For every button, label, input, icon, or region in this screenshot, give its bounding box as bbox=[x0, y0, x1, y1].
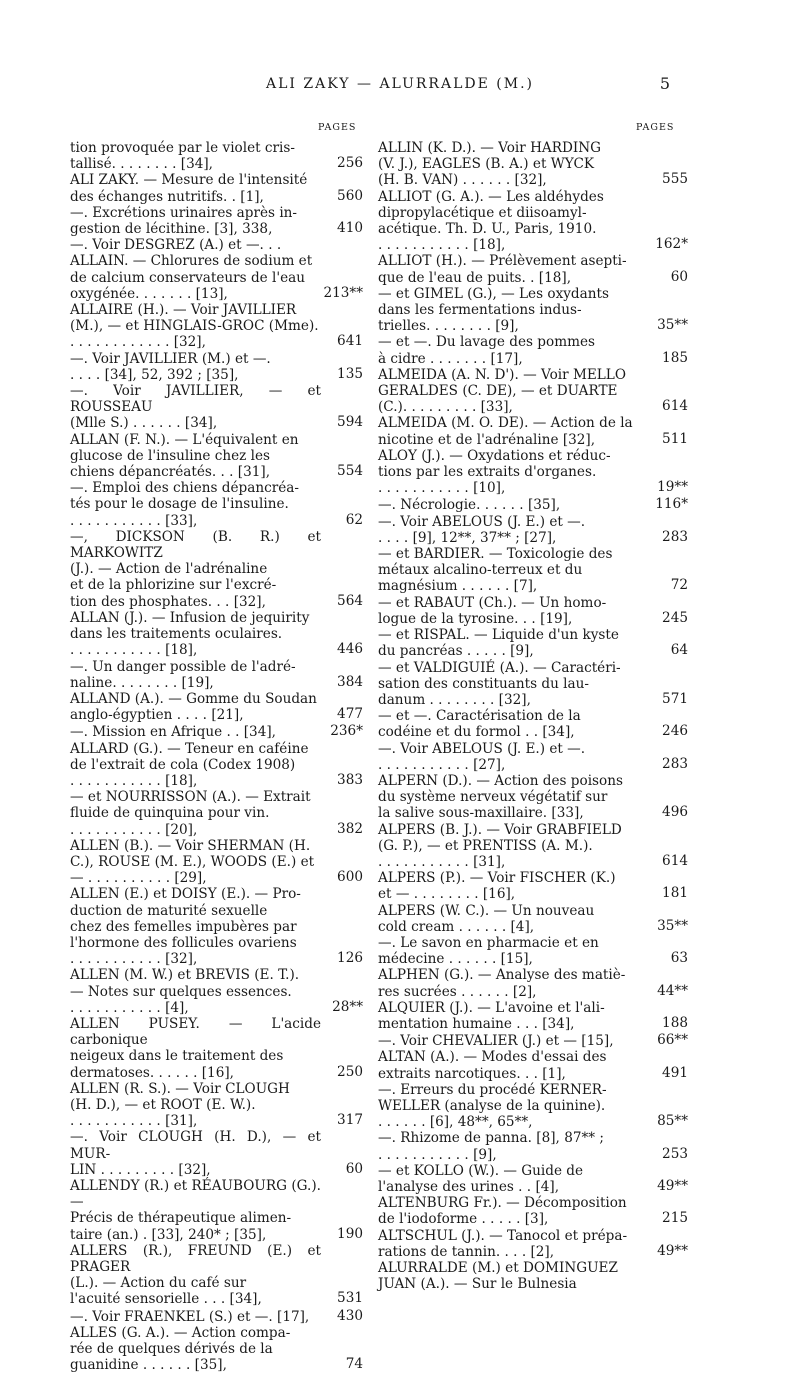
index-entry bbox=[70, 723, 363, 740]
index-entry-text: — et —. Caractérisation de la codéine et du formol . . [34], bbox=[378, 708, 581, 741]
index-entry-page: 135 bbox=[337, 365, 363, 382]
index-entry bbox=[70, 205, 363, 237]
index-entry-page bbox=[644, 1291, 688, 1292]
index-entry bbox=[378, 1195, 688, 1227]
index-entry-page: 531 bbox=[337, 1290, 363, 1307]
index-entry bbox=[378, 546, 688, 595]
index-entry bbox=[378, 595, 688, 627]
index-entry bbox=[70, 529, 363, 610]
index-entry-text: — et RISPAL. — Liquide d'un kyste du pancréas . . . . . [9], bbox=[378, 627, 619, 660]
index-entry-text: ALPERS (P.). — Voir FISCHER (K.) et — . . . . . . . . [16], bbox=[378, 870, 616, 903]
running-title: ALI ZAKY — ALURRALDE (M.) bbox=[266, 76, 534, 92]
index-entry-page: 256 bbox=[337, 155, 363, 172]
index-entry-text: tion provoquée par le violet cris- tallisé. . . . . . . . [34], bbox=[70, 140, 295, 173]
index-entry-text: ALTENBURG Fr.). — Décomposition de l'iodoforme . . . . . [3], bbox=[378, 1195, 627, 1228]
index-entry bbox=[70, 383, 363, 432]
index-entry bbox=[378, 253, 688, 285]
index-entry-page: 126 bbox=[337, 950, 363, 967]
index-entry-text: ALLEN PUSEY. — L'acide carbonique neigeux dans le traitement des dermatoses. . . . . . [16], bbox=[70, 1015, 321, 1081]
index-entry-text: —. Voir DESGREZ (A.) et —. . . bbox=[70, 237, 282, 254]
index-entry bbox=[378, 1082, 688, 1131]
index-entry-page: 641 bbox=[337, 333, 363, 350]
pages-label-right: PAGES bbox=[636, 122, 675, 133]
index-entry bbox=[378, 1032, 688, 1049]
index-entry-page bbox=[321, 252, 363, 253]
index-entry-text: ALPERS (W. C.). — Un nouveau cold cream . . . . . . [4], bbox=[378, 902, 595, 935]
index-entry-page: 614 bbox=[662, 852, 688, 869]
index-entry-page: 594 bbox=[337, 414, 363, 431]
index-entry-page: 446 bbox=[337, 641, 363, 658]
index-entry bbox=[378, 1163, 688, 1195]
index-entry-page: 253 bbox=[662, 1145, 688, 1162]
index-entry-page: 60 bbox=[670, 268, 688, 285]
index-entry bbox=[70, 1016, 363, 1081]
index-entry-page: 72 bbox=[670, 577, 688, 594]
index-entry-page: 382 bbox=[337, 820, 363, 837]
index-entry-text: ALLES (G. A.). — Action compa- rée de quelques dérivés de la guanidine . . . . . . [35], bbox=[70, 1324, 291, 1373]
index-entry-page: 213** bbox=[323, 284, 363, 301]
index-entry bbox=[378, 1228, 688, 1260]
index-entry-page: 66** bbox=[657, 1032, 688, 1049]
index-entry bbox=[378, 773, 688, 822]
index-entry-text: —. Le savon en pharmacie et en médecine . . . . . . [15], bbox=[378, 934, 599, 968]
index-entry-page: 35** bbox=[657, 917, 688, 934]
index-entry bbox=[378, 1260, 688, 1292]
index-entry-text: —. Rhizome de panna. [8], 87** ; . . . . . . . . . . . [9], bbox=[378, 1130, 604, 1163]
index-entry bbox=[378, 708, 688, 740]
index-entry bbox=[70, 967, 363, 1016]
index-entry-page: 185 bbox=[662, 349, 688, 366]
index-entry bbox=[378, 514, 688, 546]
index-entry bbox=[70, 741, 363, 790]
index-entry bbox=[70, 1129, 363, 1178]
index-entry-text: ALPHEN (G.). — Analyse des matiè- res sucrées . . . . . . [2], bbox=[378, 967, 626, 1000]
index-entry-page: 250 bbox=[337, 1063, 363, 1080]
index-entry-page: 215 bbox=[662, 1210, 688, 1227]
index-entry-page: 245 bbox=[662, 609, 688, 626]
index-entry-page: 283 bbox=[662, 528, 688, 545]
index-entry bbox=[70, 1308, 363, 1325]
index-entry bbox=[70, 886, 363, 967]
index-entry bbox=[378, 741, 688, 773]
index-entry bbox=[378, 903, 688, 935]
index-entry bbox=[378, 496, 688, 513]
index-entry-text: —. Voir CHEVALIER (J.) et — [15], bbox=[378, 1033, 614, 1050]
index-entry bbox=[378, 334, 688, 366]
index-entry-text: ALLAIN. — Chlorures de sodium et de calcium conservateurs de l'eau oxygénée. . . . . . . [13], bbox=[70, 253, 313, 302]
index-entry-page: 116* bbox=[655, 496, 688, 513]
index-entry-text: ALLEN (B.). — Voir SHERMAN (H. C.), ROUSE (M. E.), WOODS (E.) et — . . . . . . . . . . [29], bbox=[70, 837, 315, 887]
index-entry-page: 62 bbox=[345, 511, 363, 528]
index-entry-page: 430 bbox=[337, 1307, 363, 1324]
index-entry-text: —. Emploi des chiens dépancréa- tés pour le dosage de l'insuline. . . . . . . . . . . . [33], bbox=[70, 480, 299, 529]
index-entry-text: ALOY (J.). — Oxydations et réduc- tions par les extraits d'organes. . . . . . . . . . . . [10], bbox=[378, 447, 611, 497]
index-entry bbox=[70, 253, 363, 302]
index-entry-page: 44** bbox=[657, 982, 688, 999]
index-entry-page: 384 bbox=[337, 673, 363, 690]
index-entry bbox=[70, 610, 363, 659]
index-entry-page: 491 bbox=[662, 1064, 688, 1081]
index-entry bbox=[378, 822, 688, 871]
index-entry-page: 246 bbox=[662, 723, 688, 740]
index-entry-text: —. Voir JAVILLIER, — et ROUSSEAU (Mlle S.) . . . . . . [34], bbox=[70, 383, 321, 432]
index-entry-page: 162* bbox=[655, 236, 688, 253]
index-entry-text: —, DICKSON (B. R.) et MARKOWITZ (J.). — Action de l'adrénaline et de la phlorizine sur l'excré- tion des phosphates. . . [32], bbox=[70, 528, 321, 610]
index-entry-text: —. Voir FRAENKEL (S.) et —. [17], bbox=[70, 1308, 310, 1325]
index-entry-text: ALLAN (F. N.). — L'équivalent en glucose de l'insuline chez les chiens dépancréatés. . . [31], bbox=[70, 431, 299, 481]
index-entry-page: 74 bbox=[345, 1356, 363, 1373]
index-entry-text: ALURRALDE (M.) et DOMINGUEZ JUAN (A.). — Sur le Bulnesia bbox=[378, 1260, 618, 1293]
index-entry-text: — et —. Du lavage des pommes à cidre . . . . . . . [17], bbox=[378, 334, 595, 367]
index-entry-text: —. Erreurs du procédé KERNER- WELLER (analyse de la quinine). . . . . . . [6], 48**, 65**, bbox=[378, 1081, 607, 1131]
index-entry-text: ALLAN (J.). — Infusion de jequirity dans les traitements oculaires. . . . . . . . . . . . [18], bbox=[70, 609, 310, 659]
index-entry-text: —. Nécrologie. . . . . . [35], bbox=[378, 497, 561, 514]
index-entry-text: ALLEN (M. W.) et BREVIS (E. T.). — Notes sur quelques essences. . . . . . . . . . . . [4], bbox=[70, 967, 300, 1016]
index-entry-text: ALI ZAKY. — Mesure de l'intensité des échanges nutritifs. . [1], bbox=[70, 172, 308, 205]
index-entry bbox=[70, 789, 363, 838]
index-entry-page: 560 bbox=[337, 187, 363, 204]
index-entry-text: — et KOLLO (W.). — Guide de l'analyse des urines . . [4], bbox=[378, 1162, 584, 1195]
index-entry-page: 64 bbox=[670, 642, 688, 659]
index-entry bbox=[70, 1243, 363, 1308]
index-entry-text: ALLAND (A.). — Gomme du Soudan anglo-égyptien . . . . [21], bbox=[70, 690, 317, 724]
index-entry-page: 317 bbox=[337, 1112, 363, 1129]
index-entry-page: 28** bbox=[332, 998, 363, 1015]
index-entry bbox=[70, 432, 363, 481]
index-entry-text: ALLIOT (H.). — Prélèvement asepti- que de l'eau de puits. . [18], bbox=[378, 253, 627, 286]
index-entry bbox=[378, 627, 688, 659]
index-entry-page: 554 bbox=[337, 463, 363, 480]
index-entry-text: —. Mission en Afrique . . [34], bbox=[70, 724, 276, 741]
index-entry bbox=[70, 237, 363, 253]
index-entry-text: ALPERS (B. J.). — Voir GRABFIELD (G. P.), — et PRENTISS (A. M.). . . . . . . . . . . . [31], bbox=[378, 821, 622, 870]
right-index-column bbox=[378, 140, 688, 1292]
index-entry-text: ALLARD (G.). — Teneur en caféine de l'extrait de cola (Codex 1908) . . . . . . . . . . . [18], bbox=[70, 740, 309, 789]
index-entry-page: 511 bbox=[662, 430, 688, 447]
index-entry-page: 564 bbox=[337, 592, 363, 609]
index-entry-text: —. Voir CLOUGH (H. D.), — et MUR- LIN . . . . . . . . . [32], bbox=[70, 1129, 321, 1178]
index-entry-text: — et NOURRISSON (A.). — Extrait fluide de quinquina pour vin. . . . . . . . . . . . [20], bbox=[70, 789, 311, 838]
index-entry-text: —. Voir JAVILLIER (M.) et —. . . . . [34], 52, 392 ; [35], bbox=[70, 350, 271, 383]
index-entry bbox=[378, 1130, 688, 1162]
left-index-column bbox=[70, 140, 363, 1373]
index-entry bbox=[70, 351, 363, 383]
index-entry-text: —. Un danger possible de l'adré- naline. . . . . . . . [19], bbox=[70, 658, 296, 691]
index-entry bbox=[70, 838, 363, 887]
index-entry-text: — et RABAUT (Ch.). — Un homo- logue de la tyrosine. . . [19], bbox=[378, 594, 607, 627]
index-entry bbox=[70, 302, 363, 351]
index-entry-page: 19** bbox=[657, 479, 688, 496]
index-entry-page: 283 bbox=[662, 755, 688, 772]
index-entry-text: ALLEN (R. S.). — Voir CLOUGH (H. D.), — et ROOT (E. W.). . . . . . . . . . . . [31], bbox=[70, 1080, 290, 1130]
index-entry bbox=[70, 172, 363, 204]
pages-label-left: PAGES bbox=[318, 122, 357, 133]
index-entry-page: 188 bbox=[662, 1014, 688, 1031]
index-entry-page: 383 bbox=[337, 771, 363, 788]
index-entry bbox=[70, 659, 363, 691]
index-entry-page: 63 bbox=[670, 950, 688, 967]
index-entry-text: ALTSCHUL (J.). — Tanocol et prépa- rations de tannin. . . . [2], bbox=[378, 1227, 628, 1260]
index-entry bbox=[70, 1178, 363, 1243]
index-entry-page: 35** bbox=[657, 317, 688, 334]
index-entry-text: — et BARDIER. — Toxicologie des métaux alcalino-terreux et du magnésium . . . . . . [7], bbox=[378, 546, 613, 595]
index-entry-text: ALMEIDA (A. N. D'). — Voir MELLO GERALDES (C. DE), — et DUARTE (C.). . . . . . . . . [33], bbox=[378, 366, 626, 416]
index-entry-text: ALLAIRE (H.). — Voir JAVILLIER (M.), — et HINGLAIS-GROC (Mme). . . . . . . . . . . . . [32], bbox=[70, 302, 319, 351]
index-entry-text: ALTAN (A.). — Modes d'essai des extraits narcotiques. . . [1], bbox=[378, 1049, 607, 1082]
index-entry-page: 410 bbox=[337, 220, 363, 237]
index-entry-text: — et VALDIGUIÉ (A.). — Caractéri- sation des constituants du lau- danum . . . . . . . . [32], bbox=[378, 659, 621, 708]
index-entry-text: ALLEN (E.) et DOISY (E.). — Pro- duction de maturité sexuelle chez des femelles impubères par l'hormone des follicules ovariens . . . . . . . . . . . [32], bbox=[70, 886, 301, 968]
index-entry-text: ALLENDY (R.) et RÉAUBOURG (G.). — Précis de thérapeutique alimen- taire (an.) . [33], 240* ; [35], bbox=[70, 1178, 321, 1243]
index-entry bbox=[70, 691, 363, 723]
index-entry-page: 49** bbox=[657, 1178, 688, 1194]
index-entry bbox=[378, 935, 688, 967]
index-entry bbox=[378, 967, 688, 999]
index-entry bbox=[70, 480, 363, 529]
index-entry-text: —. Voir ABELOUS (J. E.) et —. . . . . [9], 12**, 37** ; [27], bbox=[378, 513, 586, 546]
index-entry bbox=[378, 448, 688, 497]
index-entry-page: 60 bbox=[345, 1160, 363, 1177]
index-entry-text: ALLIOT (G. A.). — Les aldéhydes dipropylacétique et diisoamyl- acétique. Th. D. U., Paris, 1910. . . . . . . . . . . . [18], bbox=[378, 188, 604, 254]
index-entry-text: — et GIMEL (G.), — Les oxydants dans les fermentations indus- trielles. . . . . . . . [9], bbox=[378, 285, 609, 335]
index-entry bbox=[378, 140, 688, 189]
index-entry-page: 600 bbox=[337, 869, 363, 886]
index-entry bbox=[378, 189, 688, 254]
index-entry bbox=[378, 1049, 688, 1081]
index-entry-page: 614 bbox=[662, 398, 688, 415]
index-entry-text: —. Voir ABELOUS (J. E.) et —. . . . . . . . . . . . [27], bbox=[378, 740, 586, 773]
index-entry-text: —. Excrétions urinaires après in- gestion de lécithine. [3], 338, bbox=[70, 204, 298, 238]
index-entry-page: 85** bbox=[657, 1113, 688, 1130]
index-entry-page: 49** bbox=[657, 1242, 688, 1259]
index-entry-text: ALLIN (K. D.). — Voir HARDING (V. J.), EAGLES (B. A.) et WYCK (H. B. VAN) . . . . . . [32], bbox=[378, 140, 602, 189]
page-number: 5 bbox=[659, 74, 670, 93]
index-entry-page: 571 bbox=[662, 690, 688, 707]
index-entry-page: 555 bbox=[662, 171, 688, 188]
index-entry-text: ALMEIDA (M. O. DE). — Action de la nicotine et de l'adrénaline [32], bbox=[378, 415, 633, 448]
index-entry bbox=[70, 140, 363, 172]
index-entry-text: ALPERN (D.). — Action des poisons du système nerveux végétatif sur la salive sous-maxillaire. [33], bbox=[378, 772, 623, 822]
index-entry-text: ALLERS (R.), FREUND (E.) et PRAGER (L.). — Action du café sur l'acuité sensorielle . . . [34], bbox=[70, 1242, 321, 1308]
index-entry bbox=[378, 1000, 688, 1032]
index-entry bbox=[378, 660, 688, 709]
index-entry bbox=[378, 286, 688, 335]
index-entry-text: ALQUIER (J.). — L'avoine et l'ali- mentation humaine . . . [34], bbox=[378, 999, 605, 1032]
index-entry-page: 477 bbox=[337, 706, 363, 723]
running-header bbox=[0, 76, 800, 100]
index-entry-page: 496 bbox=[662, 804, 688, 821]
index-entry-page: 181 bbox=[662, 885, 688, 902]
index-entry bbox=[70, 1325, 363, 1373]
index-entry bbox=[378, 415, 688, 447]
index-entry bbox=[378, 367, 688, 416]
index-entry-page: 190 bbox=[337, 1225, 363, 1242]
index-entry-page: 236* bbox=[330, 723, 363, 740]
index-entry bbox=[378, 870, 688, 902]
index-entry bbox=[70, 1081, 363, 1130]
